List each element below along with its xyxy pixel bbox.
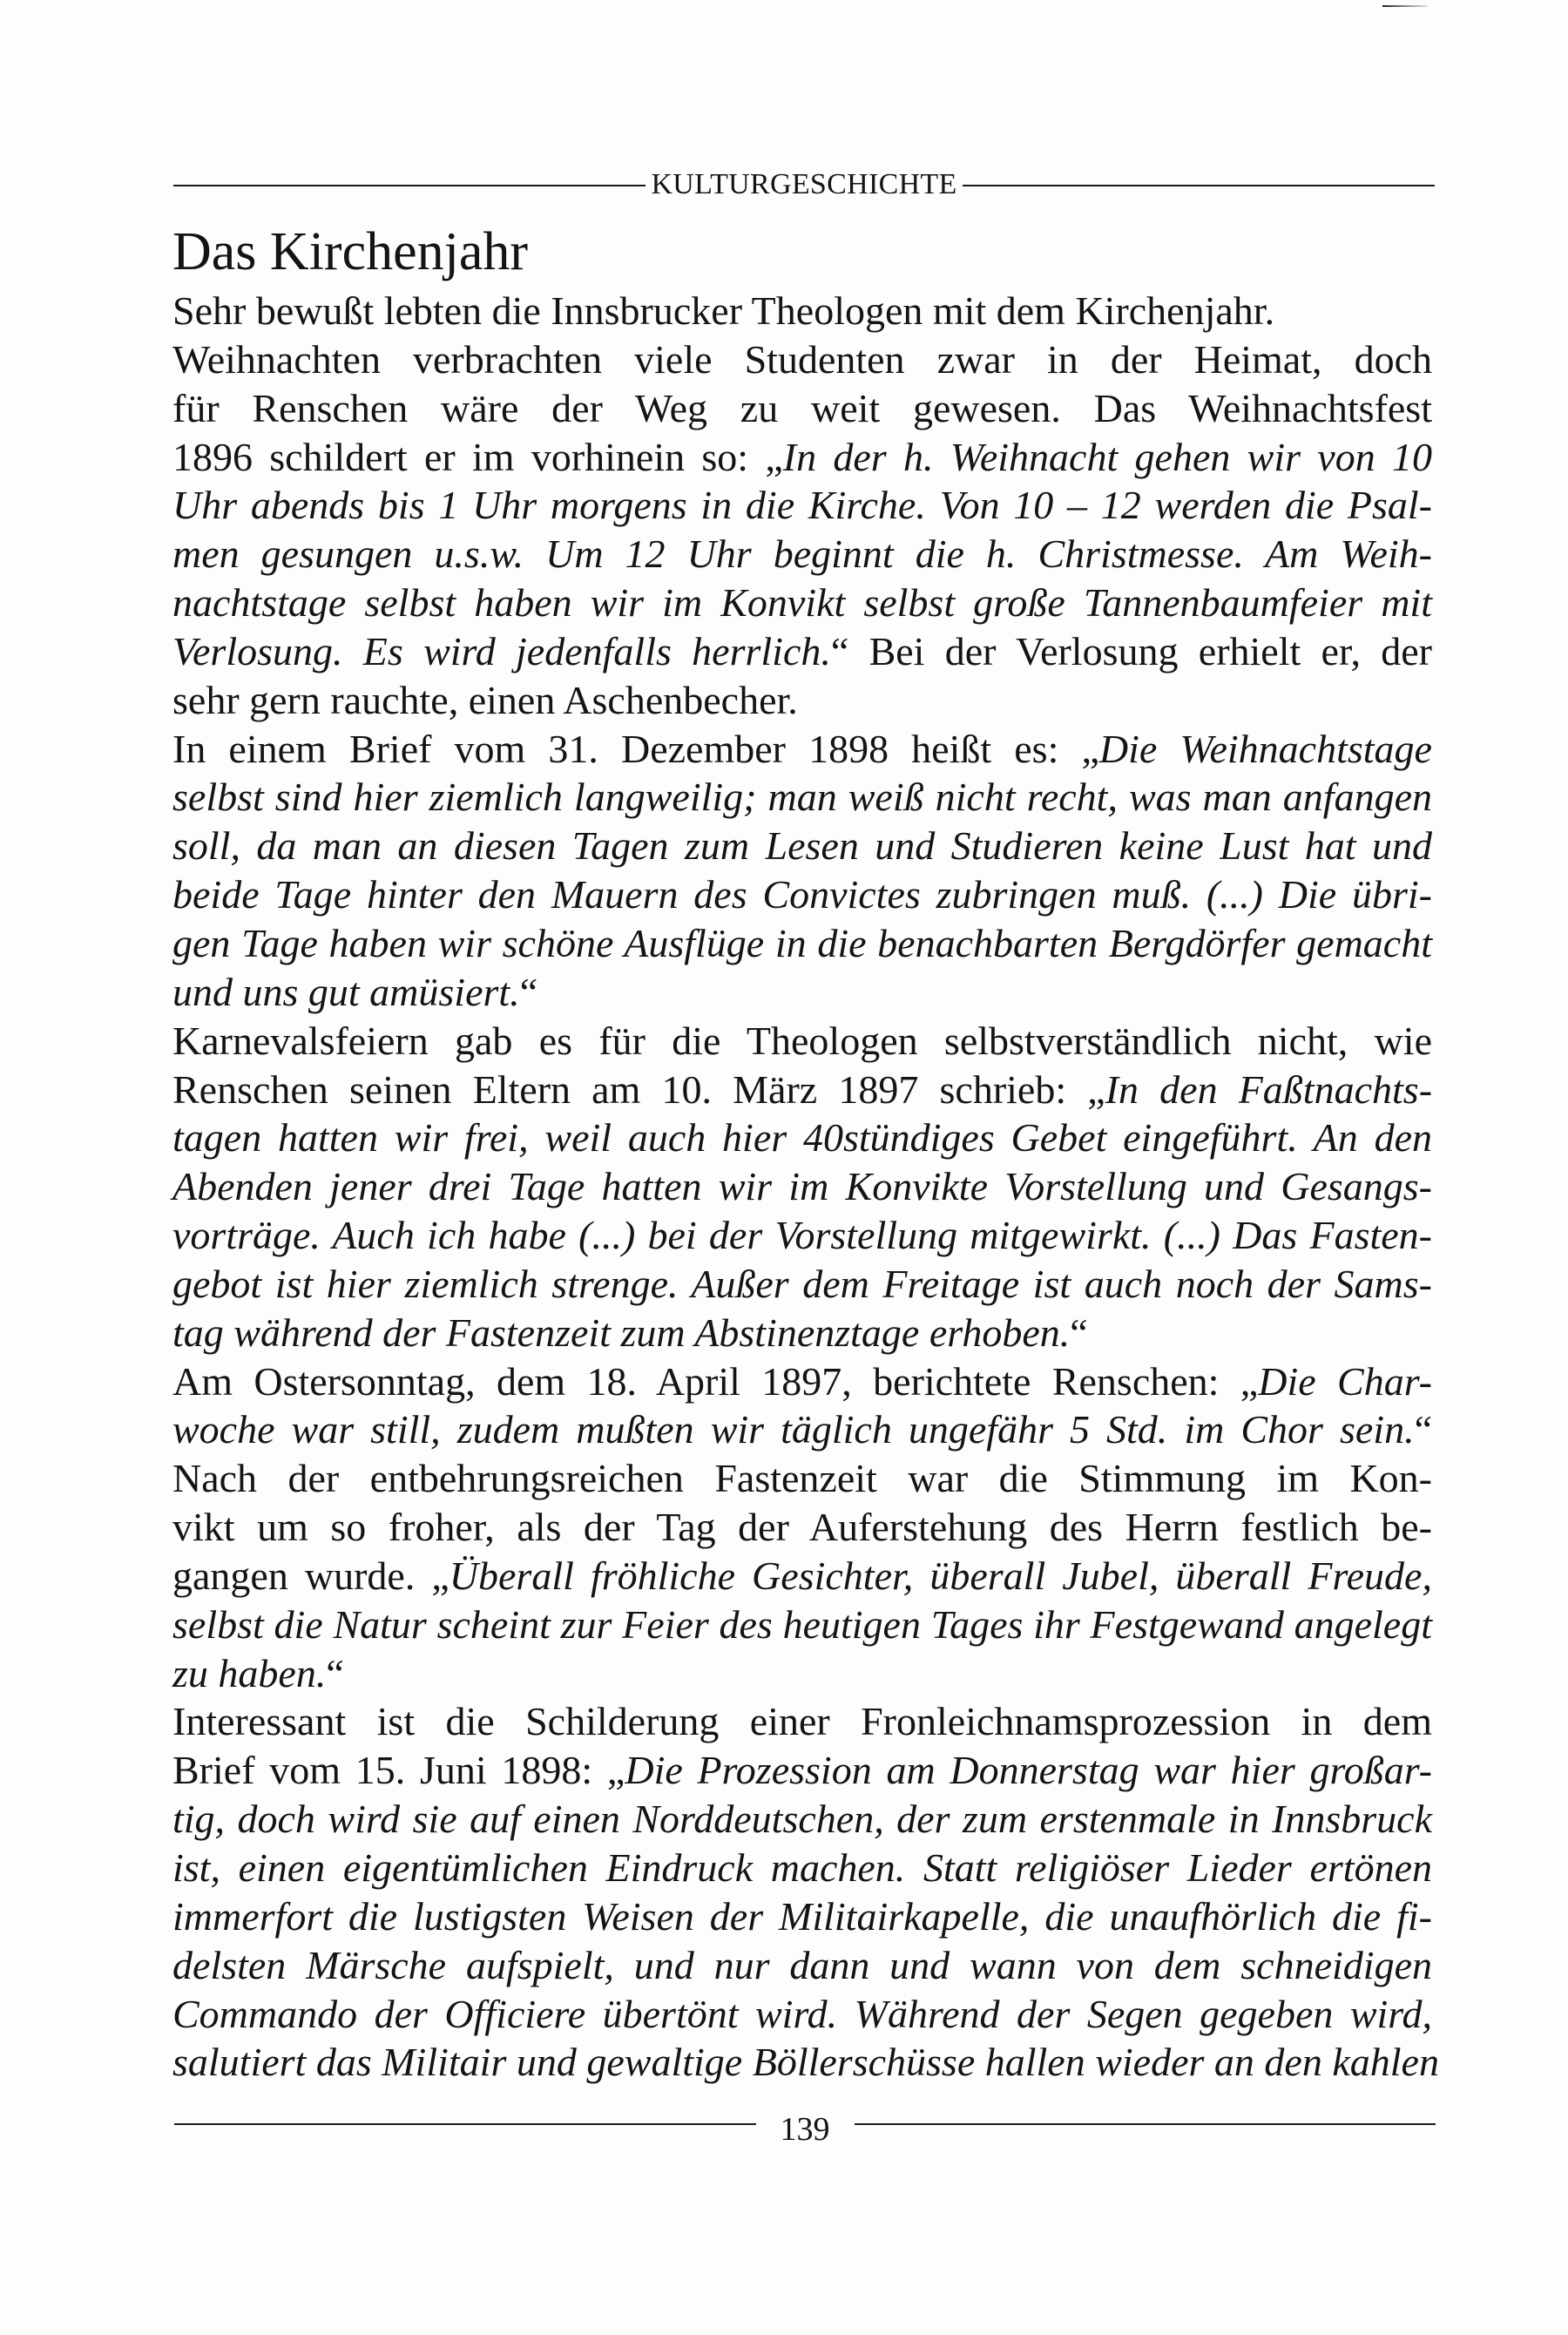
body-text-segment: vikt um so froher, als der Tag der Auferstehung des Herrn festlich be- xyxy=(172,1505,1432,1550)
quoted-text: und uns gut amüsiert. xyxy=(172,969,520,1014)
quoted-text: zu haben. xyxy=(172,1650,327,1695)
text-line xyxy=(172,579,1432,627)
text-line xyxy=(172,481,1432,530)
text-line xyxy=(172,1601,1432,1649)
text-line xyxy=(172,968,1432,1017)
text-line xyxy=(172,1892,1432,1941)
quoted-text: tagen hatten wir frei, weil auch hier 40stündiges Gebet eingeführt. An den xyxy=(172,1115,1432,1161)
text-line xyxy=(172,1844,1432,1892)
body-text-segment: “ xyxy=(1414,1407,1432,1452)
text-line xyxy=(172,773,1432,822)
text-line xyxy=(172,1162,1432,1211)
quoted-text: woche war still, zudem mußten wir täglich ungefähr 5 Std. im Chor sein. xyxy=(172,1407,1415,1452)
section-title: Das Kirchenjahr xyxy=(172,222,528,281)
body-text-segment: Am Ostersonntag, dem 18. April 1897, berichtete Renschen: „ xyxy=(172,1358,1259,1404)
body-text-segment: Sehr bewußt lebten die Innsbrucker Theologen mit dem Kirchenjahr. xyxy=(172,288,1275,333)
quoted-text: Abenden jener drei Tage hatten wir im Konvikte Vorstellung und Gesangs- xyxy=(172,1164,1432,1209)
text-line xyxy=(172,287,1432,335)
quoted-text: Verlosung. Es wird jedenfalls herrlich. xyxy=(172,628,831,673)
text-line xyxy=(172,1113,1432,1162)
quoted-text: nachtstage selbst haben wir im Konvikt selbst große Tannenbaumfeier mit xyxy=(172,580,1432,626)
text-line xyxy=(172,1017,1432,1066)
text-line xyxy=(172,1454,1432,1503)
text-line xyxy=(172,1697,1432,1746)
quoted-text: ist, einen eigentümlichen Eindruck machen. Statt religiöser Lieder ertönen xyxy=(172,1845,1432,1890)
quoted-text: beide Tage hinter den Mauern des Convictes zubringen muß. (...) Die übri- xyxy=(172,872,1432,917)
quoted-text: Die Prozession am Donnerstag war hier großar- xyxy=(625,1748,1432,1793)
quoted-text: Die Char- xyxy=(1258,1358,1432,1404)
text-line xyxy=(172,627,1432,676)
text-line xyxy=(172,822,1432,870)
quoted-text: salutiert das Militair und gewaltige Böllerschüsse hallen wieder an den kahlen xyxy=(172,2040,1439,2085)
page-number: 139 xyxy=(780,2111,830,2148)
quoted-text: In den Faßtnachts- xyxy=(1105,1066,1433,1112)
quoted-text: Die Weihnachtstage xyxy=(1098,726,1432,771)
quoted-text: soll, da man an diesen Tagen zum Lesen und Studieren keine Lust hat und xyxy=(172,823,1432,869)
text-line xyxy=(172,1309,1432,1357)
quoted-text: immerfort die lustigsten Weisen der Militairkapelle, die unaufhörlich die fi- xyxy=(172,1893,1432,1939)
body-text-segment: sehr gern rauchte, einen Aschenbecher. xyxy=(172,677,798,722)
quoted-text: gebot ist hier ziemlich strenge. Außer dem Freitage ist auch noch der Sams- xyxy=(172,1261,1432,1306)
page-footer xyxy=(174,2105,1436,2148)
text-line xyxy=(172,676,1432,725)
quoted-text: men gesungen u.s.w. Um 12 Uhr beginnt die h. Christmesse. Am Weih- xyxy=(172,531,1432,577)
text-line xyxy=(172,919,1432,968)
quoted-text: Überall fröhliche Gesichter, überall Jubel, überall Freude, xyxy=(449,1553,1432,1598)
quoted-text: delsten Märsche aufspielt, und nur dann und wann von dem schneidigen xyxy=(172,1942,1432,1987)
text-line xyxy=(172,870,1432,919)
text-line xyxy=(172,1795,1432,1844)
text-line xyxy=(172,1066,1432,1114)
running-head-rule-left xyxy=(173,185,645,186)
text-line xyxy=(172,1941,1432,1990)
body-text-segment: für Renschen wäre der Weg zu weit gewesen. Das Weihnachtsfest xyxy=(172,385,1432,430)
quoted-text: In der h. Weihnacht gehen wir von 10 xyxy=(782,434,1432,479)
running-head-rule-right xyxy=(963,185,1435,186)
text-line xyxy=(172,725,1432,774)
text-line xyxy=(172,1552,1432,1601)
quoted-text: gen Tage haben wir schöne Ausflüge in die benachbarten Bergdörfer gemacht xyxy=(172,920,1432,965)
running-head xyxy=(173,167,1435,202)
quoted-text: selbst sind hier ziemlich langweilig; man weiß nicht recht, was man anfangen xyxy=(172,775,1432,820)
text-line xyxy=(172,1357,1432,1406)
text-line xyxy=(172,335,1432,384)
quoted-text: Uhr abends bis 1 Uhr morgens in die Kirche. Von 10 – 12 werden die Psal- xyxy=(172,483,1432,528)
text-line xyxy=(172,2038,1439,2087)
text-line xyxy=(172,1405,1432,1454)
quoted-text: selbst die Natur scheint zur Feier des heutigen Tages ihr Festgewand angelegt xyxy=(172,1601,1432,1647)
body-text-segment: In einem Brief vom 31. Dezember 1898 heißt es: „ xyxy=(172,726,1099,771)
text-line xyxy=(172,1211,1432,1260)
body-text xyxy=(172,287,1439,2087)
quoted-text: Commando der Officiere übertönt wird. Während der Segen gegeben wird, xyxy=(172,1991,1432,2036)
body-text-segment: Karnevalsfeiern gab es für die Theologen selbstverständlich nicht, wie xyxy=(172,1018,1432,1063)
body-text-segment: Brief vom 15. Juni 1898: „ xyxy=(172,1748,625,1793)
footer-rule-right xyxy=(855,2123,1436,2125)
quoted-text: tig, doch wird sie auf einen Norddeutschen, der zum erstenmale in Innsbruck xyxy=(172,1797,1432,1842)
quoted-text: vorträge. Auch ich habe (...) bei der Vorstellung mitgewirkt. (...) Das Fasten- xyxy=(172,1213,1432,1258)
text-line xyxy=(172,1746,1432,1795)
body-text-segment: “ xyxy=(519,969,538,1014)
text-line xyxy=(172,1503,1432,1552)
body-text-segment: Renschen seinen Eltern am 10. März 1897 schrieb: „ xyxy=(172,1066,1105,1112)
body-text-segment: Nach der entbehrungsreichen Fastenzeit war die Stimmung im Kon- xyxy=(172,1456,1432,1501)
text-line xyxy=(172,433,1432,482)
text-line xyxy=(172,384,1432,433)
scan-artifact-mark xyxy=(1382,5,1428,7)
body-text-segment: Interessant ist die Schilderung einer Fronleichnamsprozession in dem xyxy=(172,1699,1432,1744)
body-text-segment: “ xyxy=(1070,1310,1088,1355)
text-line xyxy=(172,1260,1432,1309)
body-text-segment: “ xyxy=(326,1650,344,1695)
body-text-segment: Weihnachten verbrachten viele Studenten zwar in der Heimat, doch xyxy=(172,336,1432,382)
running-head-label: KULTURGESCHICHTE xyxy=(651,168,957,200)
text-line xyxy=(172,530,1432,579)
text-line xyxy=(172,1649,1432,1698)
body-text-segment: “ Bei der Verlosung erhielt er, der xyxy=(830,628,1432,673)
text-line xyxy=(172,1990,1432,2039)
footer-rule-left xyxy=(174,2123,756,2125)
quoted-text: tag während der Fastenzeit zum Abstinenztage erhoben. xyxy=(172,1310,1071,1355)
body-text-segment: 1896 schildert er im vorhinein so: „ xyxy=(172,434,783,479)
body-text-segment: gangen wurde. „ xyxy=(172,1553,449,1598)
